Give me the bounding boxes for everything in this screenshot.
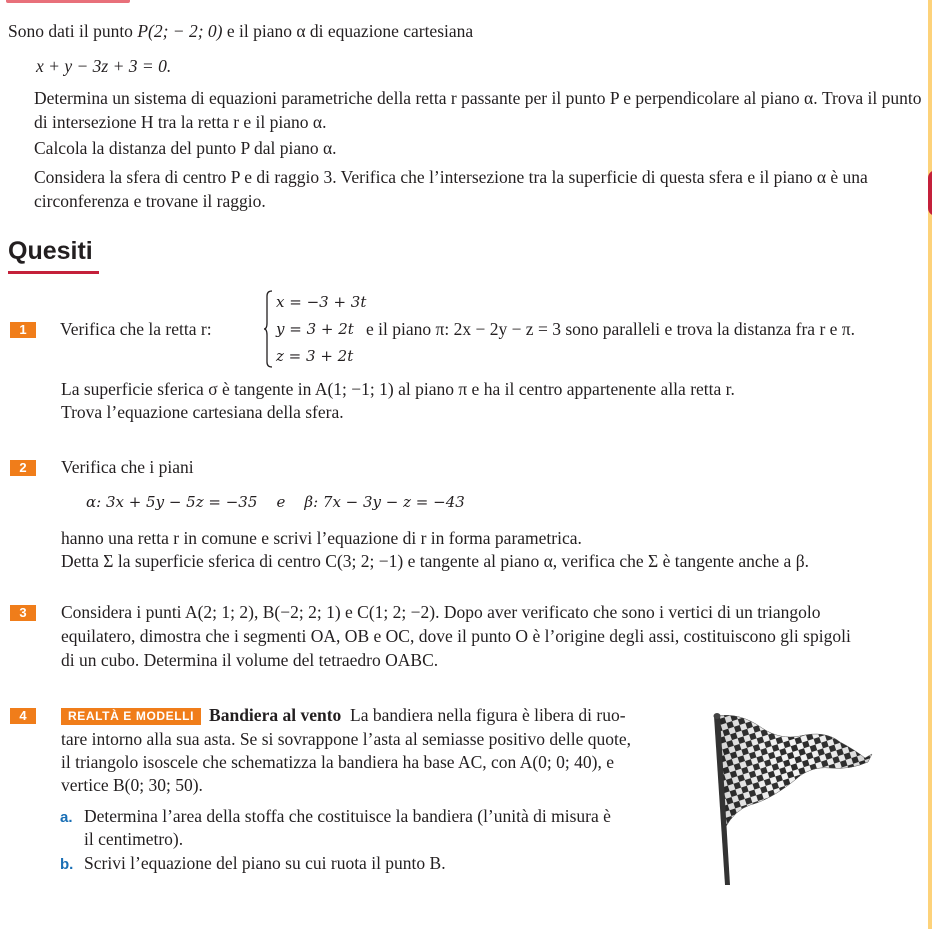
- system-eq-x: x = −3 + 3t: [276, 293, 367, 311]
- page-edge-stripe: [928, 0, 932, 929]
- q4-item-a-line2: il centimetro).: [84, 829, 184, 849]
- intro-item-c: [10, 166, 929, 213]
- item-text: Considera la sfera di centro P e di raggio 3. Verifica che l’intersezione tra la superficie di questa sfera e il piano α è una circonferenza e trovane il raggio.: [34, 167, 868, 211]
- question-number-1: 1: [10, 322, 36, 338]
- question-number-3: 3: [10, 605, 36, 621]
- intro-sentence: [8, 20, 473, 43]
- item-label: [10, 88, 34, 111]
- top-accent-bar: [6, 0, 130, 3]
- intro-text: Sono dati il punto: [8, 21, 138, 41]
- intro-text-suffix: e il piano α di equazione cartesiana: [222, 21, 474, 41]
- q1-para2-line2: Trova l’equazione cartesiana della sfera.: [61, 402, 344, 422]
- item-label: [10, 167, 34, 190]
- item-label: [10, 138, 34, 161]
- intro-item-b: [10, 137, 924, 161]
- q1-para2-line1: La superficie sferica σ è tangente in A(1; −1; 1) al piano π e ha il centro appartenente alla retta r.: [61, 379, 735, 399]
- item-label: b.: [60, 856, 74, 873]
- checkered-flag-figure: [700, 700, 900, 900]
- item-text: Scrivi l’equazione del piano su cui ruota il punto B.: [84, 853, 446, 873]
- q4-line4: vertice B(0; 30; 50).: [61, 775, 203, 795]
- q3-line3: di un cubo. Determina il volume del tetraedro OABC.: [61, 650, 439, 670]
- q3-line2: equilatero, dimostra che i segmenti OA, OB e OC, dove il punto O è l’origine degli assi, costituiscono gli spigoli: [61, 626, 851, 646]
- q2-line3: hanno una retta r in comune e scrivi l’equazione di r in forma parametrica.: [61, 528, 582, 548]
- q4-item-b: [60, 852, 446, 876]
- q2-intro: Verifica che i piani: [61, 457, 194, 477]
- question-number-2: 2: [10, 460, 36, 476]
- q1-intro: Verifica che la retta r:: [60, 319, 212, 339]
- item-text: Determina un sistema di equazioni parametriche della retta r passante per il punto P e perpendicolare al piano α. Trova il punto di intersezione H tra la retta r e il piano α.: [34, 88, 922, 132]
- intro-item-a: [10, 87, 924, 134]
- system-eq-z: z = 3 + 2t: [276, 347, 354, 365]
- item-text: Calcola la distanza del punto P dal piano α.: [34, 138, 337, 158]
- point-p: P(2; − 2; 0): [137, 21, 223, 41]
- system-eq-y: y = 3 + 2t: [276, 320, 354, 338]
- question-number-4: 4: [10, 708, 36, 724]
- q4-line3: il triangolo isoscele che schematizza la bandiera ha base AC, con A(0; 0; 40), e: [61, 752, 615, 772]
- section-title-underline: [8, 271, 99, 274]
- q3-line1: Considera i punti A(2; 1; 2), B(−2; 2; 1) e C(1; 2; −2). Dopo aver verificato che sono i vertici di un triangolo: [61, 602, 821, 622]
- realta-modelli-tag: REALTÀ E MODELLI: [61, 708, 201, 725]
- q2-line4: Detta Σ la superficie sferica di centro C(3; 2; −1) e tangente al piano α, verifica che Σ è tangente anche a β.: [61, 551, 809, 571]
- q4-title: Bandiera al vento: [209, 705, 342, 725]
- q4-line1-text: La bandiera nella figura è libera di ruo-: [350, 705, 626, 725]
- q4-item-a: [60, 805, 611, 829]
- q4-line2: tare intorno alla sua asta. Se si sovrappone l’asta al semiasse positivo delle quote,: [61, 729, 632, 749]
- curly-brace-icon: [263, 290, 273, 368]
- item-text: Determina l’area della stoffa che costituisce la bandiera (l’unità di misura è: [84, 806, 611, 826]
- q1-after-system: e il piano π: 2x − 2y − z = 3 sono paralleli e trova la distanza fra r e π.: [366, 319, 856, 339]
- q2-planes: α: 3x + 5y − 5z = −35 e β: 7x − 3y − z = −43: [86, 493, 465, 511]
- section-title: Quesiti: [8, 237, 93, 265]
- q4-line1: [61, 704, 626, 727]
- item-label: a.: [60, 809, 73, 826]
- plane-equation: x + y − 3z + 3 = 0.: [36, 56, 172, 76]
